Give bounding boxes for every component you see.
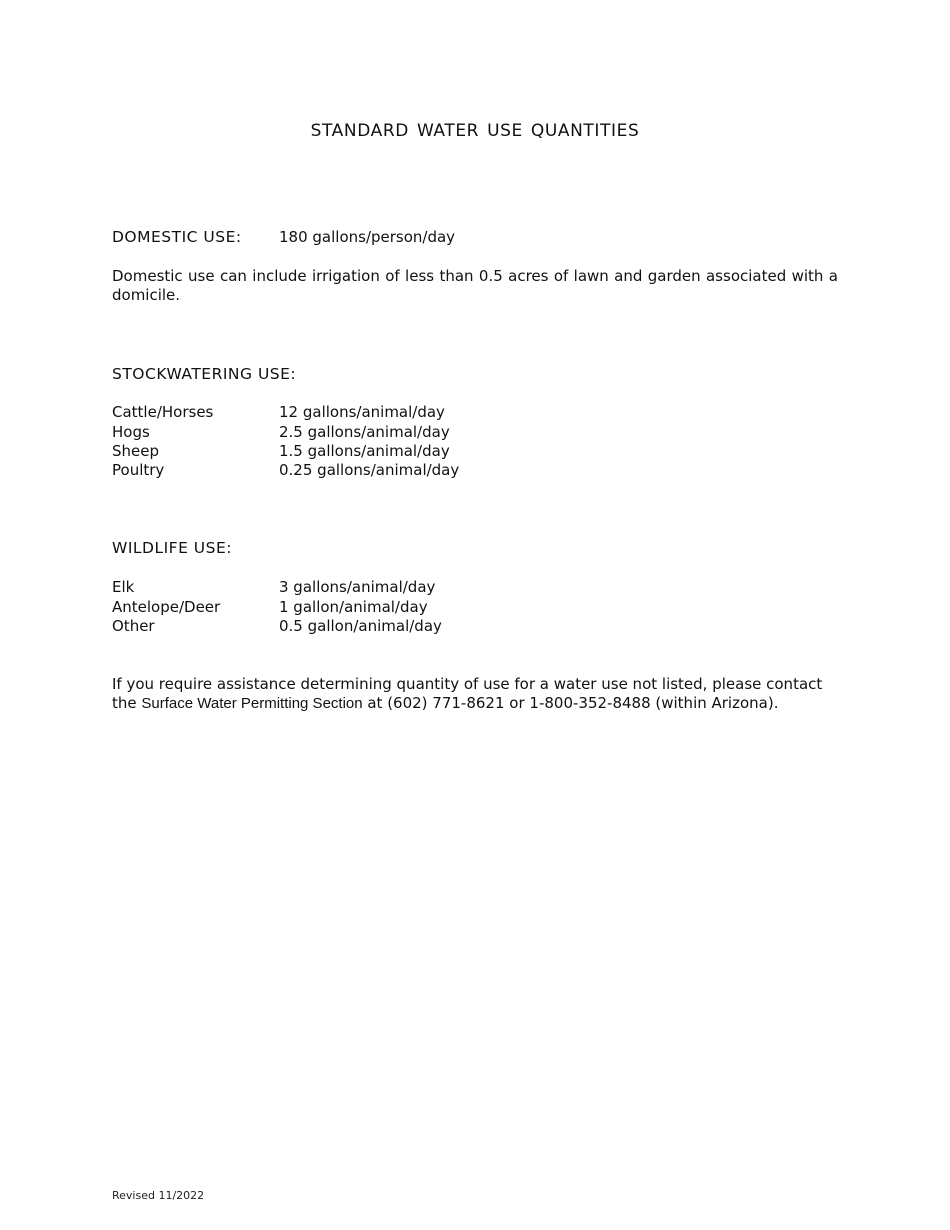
animal-label: Sheep bbox=[112, 442, 160, 460]
animal-label: Poultry bbox=[112, 461, 165, 479]
animal-label: Other bbox=[112, 617, 155, 635]
quantity-value: 1 gallon/animal/day bbox=[279, 598, 428, 616]
quantity-value: 0.25 gallons/animal/day bbox=[279, 461, 460, 479]
contact-text-before: If you require assistance determining quantity of use for a water use not listed, please contact the bbox=[112, 675, 823, 712]
quantity-value: 0.5 gallon/animal/day bbox=[279, 617, 442, 635]
quantity-value: 3 gallons/animal/day bbox=[279, 578, 436, 596]
animal-label: Hogs bbox=[112, 423, 150, 441]
animal-label: Cattle/Horses bbox=[112, 403, 214, 421]
domestic-use-value: 180 gallons/person/day bbox=[279, 228, 456, 246]
contact-paragraph bbox=[112, 675, 832, 713]
quantity-value: 2.5 gallons/animal/day bbox=[279, 423, 450, 441]
domestic-use-heading: DOMESTIC USE: bbox=[112, 228, 242, 246]
revision-footer: Revised 11/2022 bbox=[112, 1189, 205, 1202]
wildlife-heading: WILDLIFE USE: bbox=[112, 539, 233, 557]
contact-text-after: at (602) 771-8621 or 1-800-352-8488 (within Arizona). bbox=[362, 694, 779, 712]
section-name: Surface Water Permitting Section bbox=[141, 695, 363, 712]
domestic-use-note: Domestic use can include irrigation of less than 0.5 acres of lawn and garden associated with a domicile. bbox=[112, 267, 838, 304]
page-title: STANDARD WATER USE QUANTITIES bbox=[310, 121, 640, 141]
quantity-value: 1.5 gallons/animal/day bbox=[279, 442, 450, 460]
stockwatering-heading: STOCKWATERING USE: bbox=[112, 365, 297, 383]
quantity-value: 12 gallons/animal/day bbox=[279, 403, 445, 421]
animal-label: Antelope/Deer bbox=[112, 598, 221, 616]
animal-label: Elk bbox=[112, 578, 135, 596]
